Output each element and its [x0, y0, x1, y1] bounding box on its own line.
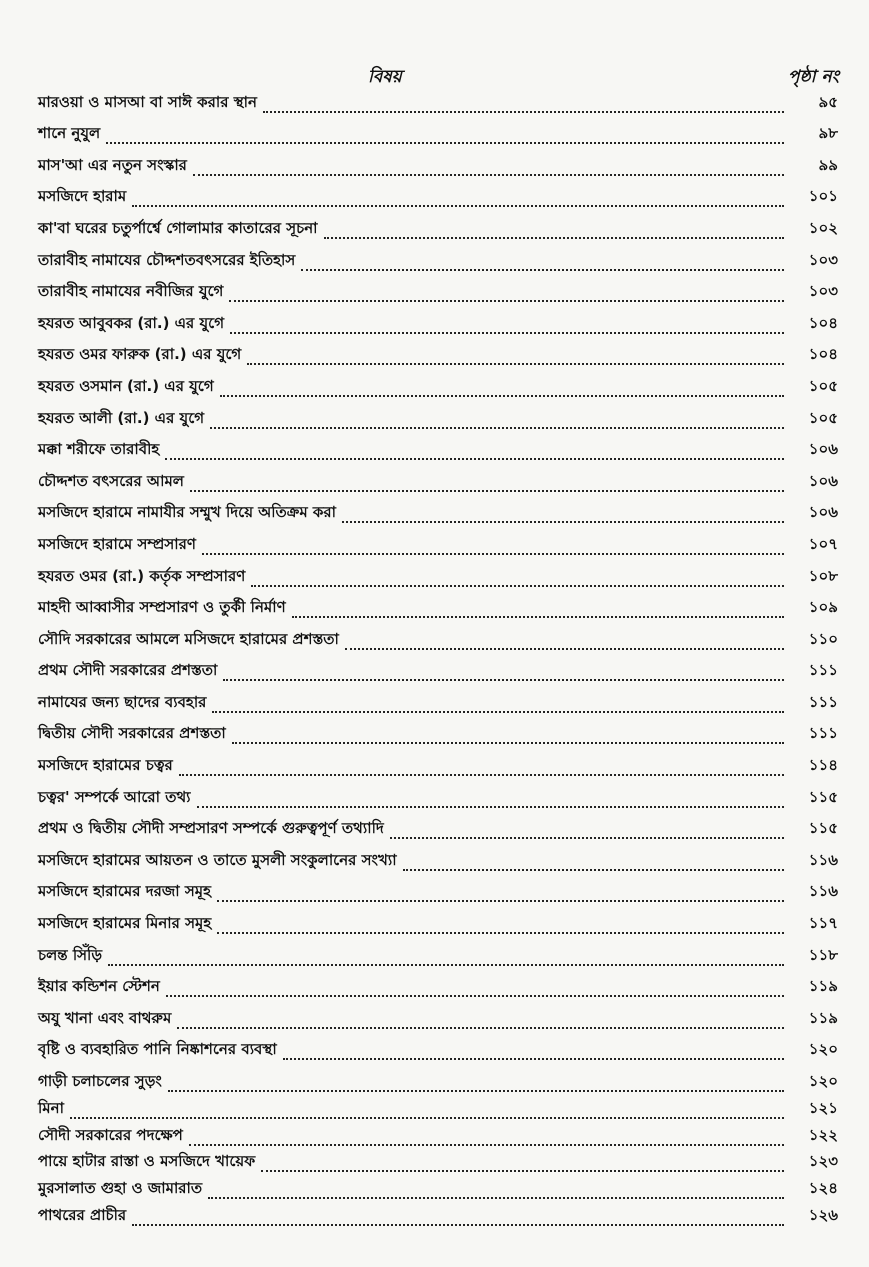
toc-entry-page: ১১৫: [808, 819, 838, 838]
toc-entry-title: অযু খানা এবং বাথরুম: [38, 1008, 172, 1027]
toc-entry-title: মসজিদে হারামের চত্বর: [38, 756, 173, 775]
dot-leader: [189, 1143, 784, 1146]
toc-entry-title: মক্কা শরীফে তারাবীহ: [38, 440, 160, 459]
toc-entry: [38, 1099, 838, 1126]
toc-entry: [38, 1004, 838, 1036]
toc-entry-title: হযরত আলী (রা.) এর যুগে: [38, 408, 205, 427]
toc-entry: [38, 941, 838, 973]
toc-entry-page: ১১৬: [808, 850, 838, 869]
toc-entry: [38, 846, 838, 878]
toc-entry-title: চত্বর' সম্পর্কে আরো তথ্য: [38, 787, 191, 806]
toc-entry-page: ১১৫: [808, 787, 838, 806]
toc-entry-page: ১১৬: [808, 882, 838, 901]
toc-entry-title: পাথরের প্রাচীর: [38, 1205, 127, 1224]
toc-entry-title: চলন্ত সিঁড়ি: [38, 945, 103, 964]
toc-entry: [38, 151, 838, 183]
toc-entry-page: ১১৮: [808, 945, 838, 964]
dot-leader: [202, 552, 784, 555]
page-number-header: পৃষ্ঠা নং: [788, 67, 839, 87]
toc-entry: [38, 499, 838, 531]
dot-leader: [223, 678, 784, 681]
toc-entry-page: ৯৫: [818, 92, 838, 111]
dot-leader: [261, 1169, 784, 1172]
toc-entry-page: ১০৫: [808, 376, 838, 395]
toc-entry-title: মসজিদে হারাম: [38, 187, 127, 206]
toc-entry-title: প্রথম ও দ্বিতীয় সৌদী সম্প্রসারণ সম্পর্কে গুরুত্বপূর্ণ তথ্যাদি: [38, 819, 384, 838]
toc-entry: [38, 530, 838, 562]
toc-entry-page: ১১১: [808, 692, 838, 711]
toc-entry-page: ১১১: [808, 661, 838, 680]
toc-entry-page: ১০৪: [808, 313, 838, 332]
toc-entry: [38, 183, 838, 215]
dot-leader: [70, 1116, 784, 1119]
toc-entry-title: মসজিদে হারামের দরজা সমূহ: [38, 882, 211, 901]
toc-entry-title: মসজিদে হারামের মিনার সমূহ: [38, 914, 212, 933]
toc-entry: [38, 1067, 838, 1099]
toc-entry-title: পায়ে হাটার রাস্তা ও মসজিদে খায়েফ: [38, 1152, 256, 1171]
dot-leader: [342, 520, 784, 523]
toc-entry-title: মাস'আ এর নতুন সংস্কার: [38, 155, 187, 174]
dot-leader: [283, 1057, 784, 1060]
toc-entry: [38, 436, 838, 468]
dot-leader: [210, 426, 784, 429]
toc-entry-title: তারাবীহ নামাযের চৌদ্দশতবৎসরের ইতিহাস: [38, 250, 296, 269]
toc-entry-title: মাহদী আব্বাসীর সম্প্রসারণ ও তুর্কী নির্মাণ: [38, 598, 286, 617]
toc-entry: [38, 973, 838, 1005]
toc-entry: [38, 625, 838, 657]
dot-leader: [208, 1196, 784, 1199]
toc-entry: [38, 878, 838, 910]
table-of-contents: [38, 88, 838, 1233]
toc-entry-title: চৌদ্দশত বৎসরের আমল: [38, 471, 184, 490]
toc-entry-page: ৯৯: [818, 155, 838, 174]
toc-entry: [38, 120, 838, 152]
toc-entry: [38, 246, 838, 278]
toc-entry: [38, 1126, 838, 1153]
dot-leader: [106, 141, 784, 144]
toc-entry: [38, 404, 838, 436]
toc-entry-title: হযরত ওসমান (রা.) এর যুগে: [38, 376, 214, 395]
toc-entry: [38, 1036, 838, 1068]
toc-entry-title: ইয়ার কন্ডিশন স্টেশন: [38, 977, 160, 996]
toc-entry-page: ১০৫: [808, 408, 838, 427]
toc-entry: [38, 467, 838, 499]
toc-entry: [38, 214, 838, 246]
toc-entry: [38, 372, 838, 404]
dot-leader: [390, 836, 784, 839]
toc-entry-page: ১১৭: [808, 914, 838, 933]
toc-entry-title: বৃষ্টি ও ব্যবহারিত পানি নিষ্কাশনের ব্যবস্থা: [38, 1040, 277, 1059]
toc-entry: [38, 720, 838, 752]
dot-leader: [132, 1223, 784, 1226]
toc-entry-title: মুরসালাত গুহা ও জামারাত: [38, 1179, 203, 1198]
dot-leader: [197, 805, 784, 808]
dot-leader: [230, 331, 784, 334]
dot-leader: [193, 173, 784, 176]
toc-entry: [38, 341, 838, 373]
toc-entry-title: নামাযের জন্য ছাদের ব্যবহার: [38, 692, 207, 711]
toc-entry-title: মারওয়া ও মাসআ বা সাঈ করার স্থান: [38, 92, 257, 111]
toc-entry-page: ১০৩: [808, 282, 838, 301]
toc-entry-page: ১০৯: [808, 598, 838, 617]
toc-entry: [38, 278, 838, 310]
toc-entry: [38, 657, 838, 689]
toc-entry-page: ১১৯: [808, 1008, 838, 1027]
dot-leader: [166, 994, 784, 997]
toc-entry-page: ১০৬: [808, 471, 838, 490]
dot-leader: [247, 362, 784, 365]
toc-entry: [38, 1179, 838, 1206]
toc-entry-page: ১২০: [808, 1040, 838, 1059]
dot-leader: [212, 710, 784, 713]
toc-entry: [38, 815, 838, 847]
dot-leader: [132, 204, 784, 207]
toc-entry: [38, 1206, 838, 1233]
toc-entry-title: প্রথম সৌদী সরকারের প্রশস্ততা: [38, 661, 218, 680]
toc-entry-title: মসজিদে হারামে নামাযীর সম্মুখ দিয়ে অতিক্রম করা: [38, 503, 336, 522]
toc-entry: [38, 562, 838, 594]
toc-entry-title: হযরত ওমর (রা.) কর্তৃক সম্প্রসারণ: [38, 566, 246, 585]
dot-leader: [217, 931, 784, 934]
dot-leader: [301, 268, 784, 271]
toc-entry: [38, 309, 838, 341]
dot-leader: [251, 584, 784, 587]
toc-entry-page: ৯৮: [818, 124, 838, 143]
toc-entry: [38, 88, 838, 120]
toc-entry-title: মসজিদে হারামে সম্প্রসারণ: [38, 534, 196, 553]
toc-entry: [38, 1153, 838, 1180]
toc-entry-title: শানে নুযুল: [38, 124, 101, 143]
toc-entry-title: সৌদী সরকারের পদক্ষেপ: [38, 1125, 183, 1144]
dot-leader: [177, 1026, 784, 1029]
toc-entry-title: হযরত আবুবকর (রা.) এর যুগে: [38, 313, 225, 332]
toc-entry-title: কা'বা ঘরের চতুর্পার্শ্বে গোলামার কাতারের সূচনা: [38, 218, 318, 237]
toc-entry-title: গাড়ী চলাচলের সুড়ং: [38, 1072, 162, 1090]
toc-entry-page: ১২০: [808, 1072, 838, 1090]
dot-leader: [324, 236, 784, 239]
toc-entry-page: ১২১: [808, 1098, 838, 1117]
toc-entry: [38, 594, 838, 626]
toc-entry-page: ১০৬: [808, 440, 838, 459]
toc-entry-page: ১২৩: [808, 1152, 838, 1171]
toc-entry-page: ১০৪: [808, 345, 838, 364]
toc-entry-page: ১১০: [808, 629, 838, 648]
dot-leader: [168, 1089, 784, 1092]
toc-entry-page: ১১৯: [808, 977, 838, 996]
dot-leader: [263, 110, 784, 113]
toc-entry-page: ১০৭: [808, 534, 838, 553]
dot-leader: [292, 615, 784, 618]
dot-leader: [232, 741, 784, 744]
dot-leader: [190, 489, 784, 492]
dot-leader: [229, 299, 784, 302]
toc-entry-page: ১১১: [808, 724, 838, 743]
toc-entry-page: ১২২: [808, 1125, 838, 1144]
dot-leader: [345, 647, 784, 650]
dot-leader: [217, 899, 784, 902]
toc-entry-page: ১০১: [808, 187, 838, 206]
toc-entry-title: মসজিদে হারামের আয়তন ও তাতে মুসলী সংকুলানের সংখ্যা: [38, 850, 397, 869]
toc-entry-page: ১০৬: [808, 503, 838, 522]
dot-leader: [108, 963, 784, 966]
toc-entry-title: মিনা: [38, 1098, 64, 1117]
subject-header: বিষয়: [368, 67, 402, 87]
toc-entry-page: ১২৬: [808, 1205, 838, 1224]
toc-entry-title: দ্বিতীয় সৌদী সরকারের প্রশস্ততা: [38, 724, 226, 743]
toc-entry-page: ১০২: [808, 218, 838, 237]
toc-entry-title: হযরত ওমর ফারুক (রা.) এর যুগে: [38, 345, 242, 364]
dot-leader: [220, 394, 784, 397]
dot-leader: [179, 773, 784, 776]
toc-entry: [38, 751, 838, 783]
toc-entry-title: তারাবীহ নামাযের নবীজির যুগে: [38, 282, 224, 301]
toc-entry: [38, 783, 838, 815]
toc-entry-page: ১০৩: [808, 250, 838, 269]
toc-entry: [38, 688, 838, 720]
dot-leader: [165, 457, 784, 460]
toc-entry-page: ১১৪: [808, 756, 838, 775]
toc-entry: [38, 909, 838, 941]
toc-entry-page: ১২৪: [808, 1179, 838, 1198]
dot-leader: [403, 868, 784, 871]
toc-entry-title: সৌদি সরকারের আমলে মসিজদে হারামের প্রশস্ততা: [38, 629, 339, 648]
toc-entry-page: ১০৮: [808, 566, 838, 585]
